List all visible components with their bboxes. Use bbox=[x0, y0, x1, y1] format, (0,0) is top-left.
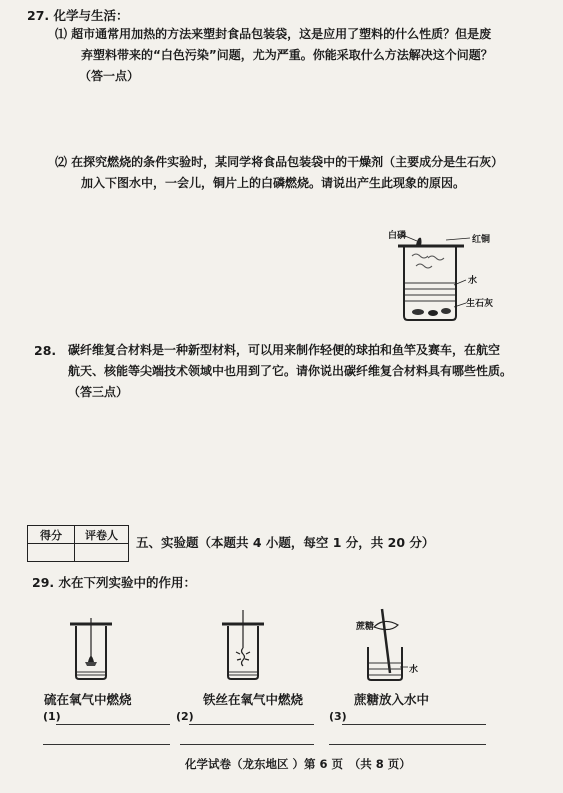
answer-line-3b[interactable] bbox=[329, 730, 486, 745]
q27-part2-line2: 加入下图水中，一会儿，铜片上的白磷燃烧。请说出产生此现象的原因。 bbox=[81, 176, 466, 190]
section5-heading: 五、实验题（本题共 4 小题，每空 1 分，共 20 分） bbox=[136, 535, 435, 550]
grader-label: 评卷人 bbox=[75, 526, 129, 544]
q28-line2: 航天、核能等尖端技术领域中也用到了它。请你说出碳纤维复合材料具有哪些性质。 bbox=[68, 364, 513, 378]
q28-number: 28. bbox=[34, 343, 57, 358]
label-water: 水 bbox=[468, 276, 478, 286]
caption-sulfur: 硫在氧气中燃烧 bbox=[44, 692, 132, 707]
answer-line-2a[interactable] bbox=[189, 710, 314, 725]
q27-part1 bbox=[55, 24, 555, 87]
blank-3-label: (3) bbox=[329, 710, 347, 723]
q28-line1: 碳纤维复合材料是一种新型材料，可以用来制作轻便的球拍和鱼竿及赛车，在航空 bbox=[68, 343, 501, 357]
iron-wire-jar-figure bbox=[218, 606, 268, 682]
label-quicklime: 生石灰 bbox=[466, 299, 494, 309]
score-label: 得分 bbox=[28, 526, 75, 544]
sucrose-beaker-figure bbox=[352, 607, 422, 683]
label-white-phosphorus: 白磷 bbox=[388, 231, 407, 241]
label-copper: 红铜 bbox=[472, 235, 491, 245]
label-sucrose: 蔗糖 bbox=[356, 622, 375, 632]
score-cell[interactable] bbox=[28, 544, 75, 562]
page-footer: 化学试卷（龙东地区 ）第 6 页 （共 8 页） bbox=[185, 757, 411, 771]
q27-part1-line1: ⑴ 超市通常用加热的方法来塑封食品包装袋，这是应用了塑料的什么性质？但是废 bbox=[55, 27, 492, 41]
caption-iron-wire: 铁丝在氧气中燃烧 bbox=[203, 692, 304, 707]
q27-title: 27. 化学与生活： bbox=[27, 8, 129, 23]
q29-title: 29. 水在下列实验中的作用： bbox=[32, 575, 196, 590]
q28-body bbox=[68, 340, 558, 403]
answer-line-2b[interactable] bbox=[180, 730, 314, 745]
sulfur-jar-figure bbox=[66, 614, 116, 682]
label-water-2: 水 bbox=[409, 665, 419, 675]
q27-part1-line2: 弃塑料带来的“白色污染”问题，尤为严重。你能采取什么方法解决这个问题？ bbox=[81, 48, 493, 62]
answer-line-3a[interactable] bbox=[342, 710, 486, 725]
blank-2-label: (2) bbox=[176, 710, 194, 723]
caption-sucrose: 蔗糖放入水中 bbox=[354, 692, 430, 707]
grader-cell[interactable] bbox=[75, 544, 129, 562]
answer-line-1a[interactable] bbox=[56, 710, 170, 725]
beaker-figure bbox=[388, 228, 498, 323]
q27-part1-line3: （答一点） bbox=[79, 69, 140, 83]
q28-line3: （答三点） bbox=[68, 385, 129, 399]
q27-part2-line1: ⑵ 在探究燃烧的条件实验时，某同学将食品包装袋中的干燥剂（主要成分是生石灰） bbox=[55, 155, 504, 169]
answer-line-1b[interactable] bbox=[43, 730, 170, 745]
q27-part2 bbox=[55, 152, 560, 194]
score-box bbox=[27, 525, 129, 562]
blank-1-label: (1) bbox=[43, 710, 61, 723]
